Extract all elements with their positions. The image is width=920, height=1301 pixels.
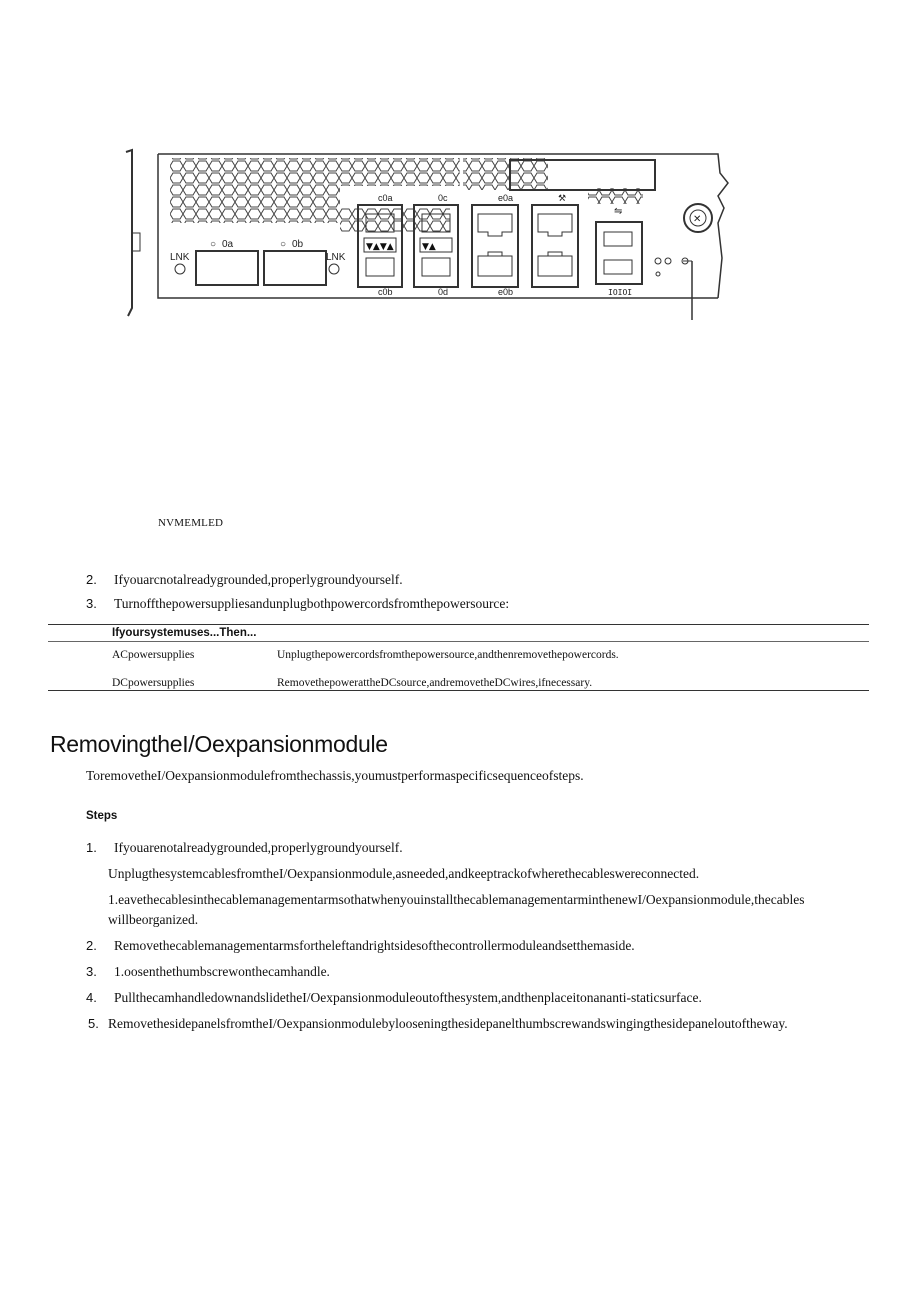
step-substep: UnplugthesystemcablesfromtheI/Oexpansionmodule,asneeded,andkeeptrackofwherethecableswereconnected. <box>108 866 700 881</box>
rear-panel-illustration <box>118 148 730 323</box>
svg-text:○: ○ <box>280 239 287 250</box>
step-item <box>88 1016 868 1034</box>
step-number: 4. <box>86 990 97 1005</box>
controller-rear-panel-figure <box>118 148 730 323</box>
svg-text:✕: ✕ <box>693 214 702 225</box>
step-item <box>86 938 846 956</box>
table-bottom-rule <box>48 690 869 691</box>
step-text: PullthecamhandledownandslidetheI/Oexpansionmoduleoutofthesystem,andthenplaceitonananti-staticsurface. <box>114 990 702 1005</box>
step-item <box>86 964 846 982</box>
table-cell-then: RemovethepowerattheDCsource,andremovetheDCwires,ifnecessary. <box>277 677 593 689</box>
table-cell-uses: DCpowersupplies <box>112 677 195 689</box>
sfp-port-0a <box>196 251 258 285</box>
step-item <box>86 840 786 858</box>
step-text: Ifyouarenotalreadygrounded,properlygroundyourself. <box>114 840 403 855</box>
step-substep: 1.eavethecablesinthecablemanagementarmsothatwhenyouinstallthecablemanagementarminthenewI/Oexpansionmodule,thecables <box>108 892 805 907</box>
wrench-icon: ⚒ <box>558 194 567 204</box>
svg-text:▼▲▼▲: ▼▲▼▲ <box>366 242 394 252</box>
table-header-rule <box>48 641 869 642</box>
port-label-c0b: c0b <box>378 287 393 297</box>
table-header: Ifyoursystemuses...Then... <box>112 627 257 639</box>
port-label-0a: 0a <box>222 239 234 250</box>
port-label-0c: 0c <box>438 193 448 203</box>
step-number: 1. <box>86 840 97 855</box>
usb-icon: ⇋ <box>614 206 623 217</box>
step-substep: willbeorganized. <box>108 912 199 927</box>
step-text: Removethecablemanagementarmsfortheleftandrightsidesofthecontrollermoduleandsetthemaside. <box>114 938 635 953</box>
table-cell-then: Unplugthepowercordsfromthepowersource,andthenremovethepowercords. <box>277 649 619 661</box>
nvmem-led <box>655 258 661 264</box>
console-icon: IOIOI <box>608 288 633 297</box>
svg-text:▼▲: ▼▲ <box>422 242 436 252</box>
port-label-0d: 0d <box>438 287 449 297</box>
usb-port <box>596 222 642 284</box>
table-cell-uses: ACpowersupplies <box>112 649 195 661</box>
step-number: 2. <box>86 938 97 953</box>
lnk-label-right: LNK <box>326 252 346 263</box>
step-text: 1.oosenthethumbscrewonthecamhandle. <box>114 964 330 979</box>
steps-heading: Steps <box>86 810 118 822</box>
step-text: RemovethesidepanelsfromtheI/Oexpansionmodulebylooseningthesidepanelthumbscrewandswingingthesidepaneloutoftheway. <box>108 1016 788 1031</box>
management-port <box>532 205 578 287</box>
sfp-port-0b <box>264 251 326 285</box>
step-number: 3. <box>86 596 97 611</box>
vent-grille <box>170 158 340 223</box>
port-label-e0b: e0b <box>498 287 514 297</box>
table-top-rule <box>48 624 869 625</box>
section-intro: ToremovetheI/Oexpansionmodulefromthechassis,youmustperformaspecificsequenceofsteps. <box>86 768 584 783</box>
figure-caption: NVMEMLED <box>158 517 224 529</box>
port-label-e0a: e0a <box>498 193 514 203</box>
step-item <box>86 572 786 590</box>
step-number: 2. <box>86 572 97 587</box>
step-text: Turnoffthepowersuppliesandunplugbothpowercordsfromthepowersource: <box>114 596 510 611</box>
step-text: Ifyouarcnotalreadygrounded,properlygroundyourself. <box>114 572 403 587</box>
step-number: 5. <box>88 1016 99 1031</box>
step-item <box>86 990 846 1008</box>
step-item <box>86 596 786 614</box>
port-label-c0a: c0a <box>378 193 393 203</box>
port-label-0b: 0b <box>292 239 304 250</box>
step-number: 3. <box>86 964 97 979</box>
svg-text:○: ○ <box>210 239 217 250</box>
section-title: RemovingtheI/Oexpansionmodule <box>50 731 388 757</box>
lnk-label-left: LNK <box>170 252 190 263</box>
ethernet-port-e0 <box>472 205 518 287</box>
